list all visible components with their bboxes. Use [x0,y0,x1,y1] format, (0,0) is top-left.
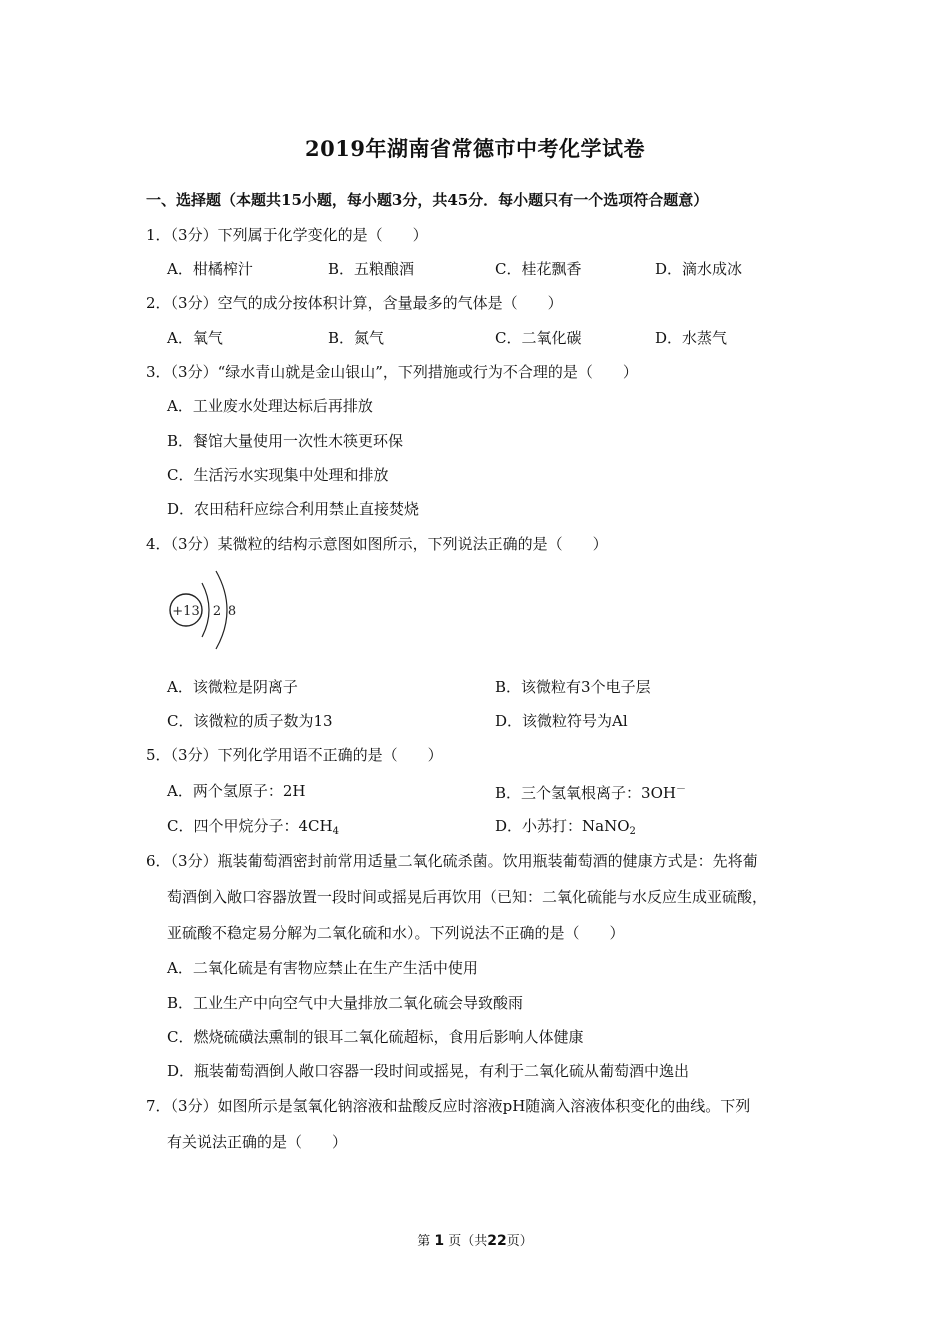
q3-option-b: B．餐馆大量使用一次性木筷更环保 [167,432,404,450]
q5-option-a: A．两个氢原子：2H [167,782,306,800]
q1-option-a: A．柑橘榨汁 [167,260,253,278]
q3-option-a: A．工业废水处理达标后再排放 [167,397,373,415]
q2-option-b: B．氮气 [328,329,385,347]
q4-option-a: A．该微粒是阴离子 [167,678,298,696]
page-footer: 第 1 页（共22页） [417,1233,533,1249]
question-5-stem: 5．（3分）下列化学用语不正确的是（ ） [146,746,443,764]
q5-option-b: B．三个氢氧根离子：3OH－ [495,784,686,802]
q1-option-d: D．滴水成冰 [655,260,743,278]
q6-option-d: D．瓶装葡萄酒倒人敞口容器一段时间或摇晃，有利于二氧化硫从葡萄酒中逸出 [167,1062,690,1080]
question-6-stem-line-3: 亚硫酸不稳定易分解为二氧化硫和水）。下列说法不正确的是（ ） [167,924,625,942]
shell-arc-1 [202,583,209,637]
q6-option-b: B．工业生产中向空气中大量排放二氧化硫会导致酸雨 [167,994,524,1012]
question-7-stem-line-1: 7．（3分）如图所示是氢氧化钠溶液和盐酸反应时溶液pH随滴入溶液体积变化的曲线。下列 [146,1097,751,1115]
q5-option-d: D．小苏打：NaNO$_2$ [495,817,636,837]
q1-option-b: B．五粮酿酒 [328,260,415,278]
q3-option-d: D．农田秸秆应综合利用禁止直接焚烧 [167,500,420,518]
atom-structure-diagram [162,565,252,655]
question-1-stem: 1．（3分）下列属于化学变化的是（ ） [146,226,428,244]
q6-option-a: A．二氧化硫是有害物应禁止在生产生活中使用 [167,959,478,977]
q3-option-c: C．生活污水实现集中处理和排放 [167,466,389,484]
total-pages: 22 [487,1233,507,1249]
q2-option-a: A．氧气 [167,329,223,347]
q5-option-c: C．四个甲烷分子：$4CH_4$ [167,817,339,837]
q2-option-d: D．水蒸气 [655,329,728,347]
question-4-stem: 4．（3分）某微粒的结构示意图如图所示，下列说法正确的是（ ） [146,535,608,553]
q4-option-d: D．该微粒符号为Al [495,712,628,730]
q1-option-c: C．桂花飘香 [495,260,582,278]
shell-2-electrons: 8 [227,604,237,619]
shell-1-electrons: 2 [212,604,222,619]
q4-option-b: B．该微粒有3个电子层 [495,678,651,696]
page-number: 1 [434,1233,445,1249]
nucleus-charge: +13 [172,604,200,619]
q2-option-c: C．二氧化碳 [495,329,582,347]
page-title: 2019年湖南省常德市中考化学试卷 [305,136,645,161]
q4-option-c: C．该微粒的质子数为13 [167,712,333,730]
question-2-stem: 2．（3分）空气的成分按体积计算，含量最多的气体是（ ） [146,294,563,312]
question-7-stem-line-2: 有关说法正确的是（ ） [167,1133,348,1151]
question-6-stem-line-1: 6．（3分）瓶装葡萄酒密封前常用适量二氧化硫杀菌。饮用瓶装葡萄酒的健康方式是：先将葡 [146,852,758,870]
q6-option-c: C．燃烧硫磺法熏制的银耳二氧化硫超标，食用后影响人体健康 [167,1028,584,1046]
question-3-stem: 3．（3分）“绿水青山就是金山银山”，下列措施或行为不合理的是（ ） [146,363,638,381]
question-6-stem-line-2: 萄酒倒入敞口容器放置一段时间或摇晃后再饮用（已知：二氧化硫能与水反应生成亚硫酸， [167,888,768,906]
section-heading: 一、选择题（本题共15小题，每小题3分，共45分．每小题只有一个选项符合题意） [146,191,709,209]
